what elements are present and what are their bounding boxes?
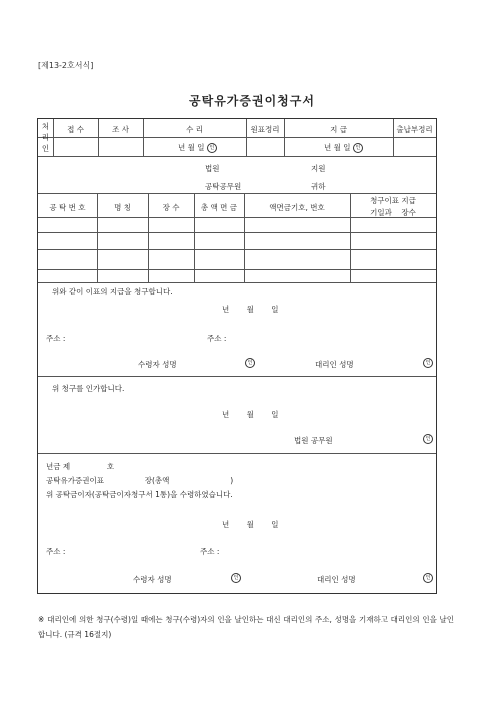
seal-mark: 인 — [423, 573, 433, 583]
approval-date: 년 월 일 — [222, 410, 279, 419]
acceptance-date: 년 월 일 인 — [178, 142, 217, 153]
form-frame — [37, 118, 437, 594]
col-face-no: 액면금기호, 번호 — [269, 203, 325, 212]
receipt-receiver: 수령자 성명 — [133, 575, 172, 584]
request-statement: 위와 같이 이표의 지급을 청구합니다. — [52, 287, 173, 296]
payment-label: 지 급 — [330, 125, 347, 134]
delivery-ledger-label: 출납부정리 — [396, 125, 433, 134]
payment-date: 년 월 일 인 — [324, 142, 363, 153]
receipt-date: 년 월 일 — [222, 520, 279, 529]
officer-label: 공탁공무원 — [205, 182, 242, 191]
acceptance-label: 수 리 — [186, 125, 203, 134]
receipt-agent: 대리인 성명 — [317, 575, 356, 584]
processing-label-1: 처 — [41, 122, 50, 131]
col-total-face: 총 액 면 금 — [200, 203, 238, 212]
col-deposit-no: 공 탁 번 호 — [49, 203, 86, 212]
reception-label: 접 수 — [67, 125, 84, 134]
receipt-line-3: 위 공탁금이자(공탁금이자청구서 1통)을 수령하였습니다. — [46, 490, 233, 499]
footnote: ※ 대리인에 의한 청구(수령)일 때에는 청구(수령)자의 인을 날인하는 대신 대리인의 주소, 성명을 기재하고 대리인의 인을 날인합니다. (규격 16절지) — [38, 615, 454, 639]
receipt-line-1: 년금 제 호 — [46, 462, 115, 471]
receipt-address-left: 주소 : — [46, 547, 66, 556]
page-title: 공탁유가증권이청구서 — [189, 94, 315, 108]
request-agent: 대리인 성명 — [315, 360, 354, 369]
receipt-line-2: 공탁유가증권이표 장(총액 ) — [46, 476, 234, 485]
seal-mark: 인 — [353, 143, 363, 153]
branch-label: 지원 — [311, 164, 326, 173]
processing-label-3: 인 — [41, 144, 50, 153]
ledger-label: 원표정리 — [250, 125, 280, 134]
approval-statement: 위 청구를 인가합니다. — [52, 384, 125, 393]
seal-mark: 인 — [423, 434, 433, 444]
request-receiver: 수령자 성명 — [138, 360, 177, 369]
request-address-right: 주소 : — [207, 334, 227, 343]
inspection-label: 조 사 — [112, 125, 129, 134]
col-coupon: 청구이표 지급 기일과 장수 — [370, 196, 416, 217]
form-number: [제13-2호서식] — [38, 61, 94, 70]
request-date: 년 월 일 — [222, 305, 279, 314]
seal-mark: 인 — [423, 358, 433, 368]
seal-mark: 인 — [245, 358, 255, 368]
seal-mark: 인 — [207, 143, 217, 153]
request-address-left: 주소 : — [46, 334, 66, 343]
col-sheets: 장 수 — [162, 203, 180, 212]
approval-officer: 법원 공무원 — [294, 436, 333, 445]
processing-label-2: 리 — [41, 133, 50, 142]
seal-mark: 인 — [231, 573, 241, 583]
court-label: 법원 — [205, 164, 220, 173]
to-label: 귀하 — [311, 182, 326, 191]
receipt-address-right: 주소 : — [200, 547, 220, 556]
col-name: 명 칭 — [114, 203, 131, 212]
